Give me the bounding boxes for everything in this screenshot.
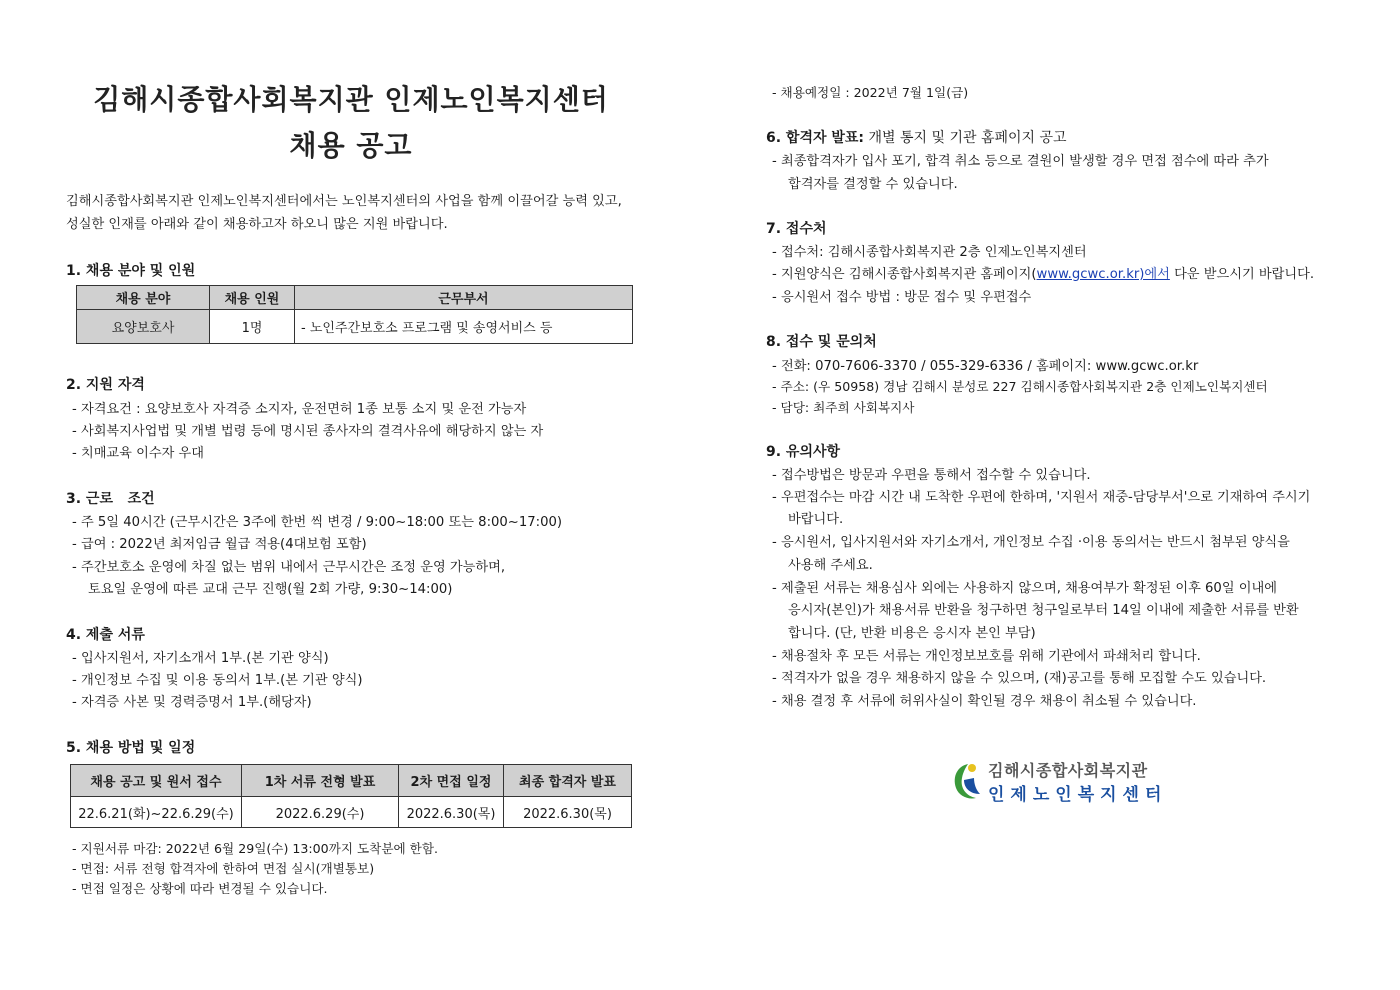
list-item: - 면접: 서류 전형 합격자에 한하여 면접 실시(개별통보) xyxy=(72,861,375,876)
list-item xyxy=(772,263,1314,282)
schedule-table xyxy=(70,764,632,828)
section-8-heading: 8. 접수 및 문의처 xyxy=(766,334,877,350)
list-item: - 주소: (우 50958) 경남 김해시 분성로 227 김해시종합사회복지관 2층 인제노인복지센터 xyxy=(772,379,1268,394)
section-3-heading: 3. 근로 조건 xyxy=(66,491,155,507)
table-cell: 2022.6.30(목) xyxy=(399,797,504,828)
center-logo xyxy=(950,756,1168,806)
table-header: 채용 인원 xyxy=(210,286,295,310)
section-2-heading: 2. 지원 자격 xyxy=(66,377,145,393)
section-6-heading-rest: 개별 통지 및 기관 홈페이지 공고 xyxy=(864,130,1067,146)
section-7-heading: 7. 접수처 xyxy=(766,221,827,237)
homepage-link[interactable]: www.gcwc.or.kr)에서 xyxy=(1036,267,1170,282)
list-item: - 최종합격자가 입사 포기, 합격 취소 등으로 결원이 발생할 경우 면접 점수에 따라 추가 xyxy=(772,154,1269,169)
list-item: 합니다. (단, 반환 비용은 응시자 본인 부담) xyxy=(788,626,1036,641)
list-item: 바랍니다. xyxy=(788,512,844,527)
section-6-heading-bold: 6. 합격자 발표: xyxy=(766,130,865,146)
list-item: - 자격증 사본 및 경력증명서 1부.(해당자) xyxy=(72,695,312,710)
list-item: - 자격요건 : 요양보호사 자격증 소지자, 운전면허 1종 보통 소지 및 운전 가능자 xyxy=(72,402,527,417)
list-item: - 응시원서, 입사지원서와 자기소개서, 개인정보 수집 ·이용 동의서는 반드시 첨부된 양식을 xyxy=(772,535,1290,550)
table-header: 채용 공고 및 원서 접수 xyxy=(71,765,242,797)
list-item: - 입사지원서, 자기소개서 1부.(본 기관 양식) xyxy=(72,651,329,666)
list-item: - 접수방법은 방문과 우편을 통해서 접수할 수 있습니다. xyxy=(772,468,1091,483)
list-item: 합격자를 결정할 수 있습니다. xyxy=(788,177,958,192)
table-cell: 22.6.21(화)~22.6.29(수) xyxy=(71,797,242,828)
logo-emblem-icon xyxy=(950,758,986,802)
list-item-text: 다운 받으시기 바랍니다. xyxy=(1169,267,1315,282)
list-item: - 지원서류 마감: 2022년 6월 29일(수) 13:00까지 도착분에 한함. xyxy=(72,841,439,856)
list-item: - 우편접수는 마감 시간 내 도착한 우편에 한하며, '지원서 재중-담당부서'으로 기재하여 주시기 xyxy=(772,490,1311,505)
intro-paragraph: 김해시종합사회복지관 인제노인복지센터에서는 노인복지센터의 사업을 함께 이끌어갈 능력 있고, 성실한 인재를 아래와 같이 채용하고자 하오니 많은 지원 바랍니다. xyxy=(66,194,622,232)
table-cell: 2022.6.30(목) xyxy=(504,797,632,828)
logo-center-name: 인제노인복지센터 xyxy=(988,785,1168,805)
list-item: - 개인정보 수집 및 이용 동의서 1부.(본 기관 양식) xyxy=(72,673,363,688)
list-item: 사용해 주세요. xyxy=(788,558,873,573)
start-date: - 채용예정일 : 2022년 7월 1일(금) xyxy=(772,85,969,100)
list-item: - 급여 : 2022년 최저임금 월급 적용(4대보험 포함) xyxy=(72,537,367,552)
section-4-heading: 4. 제출 서류 xyxy=(66,627,145,643)
table-cell: 2022.6.29(수) xyxy=(242,797,399,828)
table-header: 최종 합격자 발표 xyxy=(504,765,632,797)
page-subtitle: 채용 공고 xyxy=(289,129,413,162)
list-item: - 주 5일 40시간 (근무시간은 3주에 한번 씩 변경 / 9:00~18:00 또는 8:00~17:00) xyxy=(72,515,562,530)
list-item: - 전화: 070-7606-3370 / 055-329-6336 / 홈페이지: www.gcwc.or.kr xyxy=(772,359,1199,374)
section-1-heading: 1. 채용 분야 및 인원 xyxy=(66,263,196,279)
table-header: 1차 서류 전형 발표 xyxy=(242,765,399,797)
list-item: - 사회복지사업법 및 개별 법령 등에 명시된 종사자의 결격사유에 해당하지 않는 자 xyxy=(72,424,544,439)
list-item: - 응시원서 접수 방법 : 방문 접수 및 우편접수 xyxy=(772,290,1032,305)
list-item: 토요일 운영에 따른 교대 근무 진행(월 2회 가량, 9:30~14:00) xyxy=(88,582,453,597)
table-cell: - 노인주간보호소 프로그램 및 송영서비스 등 xyxy=(295,310,633,344)
section-6-heading xyxy=(766,127,1067,147)
page-title: 김해시종합사회복지관 인제노인복지센터 xyxy=(93,83,609,116)
list-item: - 채용 결정 후 서류에 허위사실이 확인될 경우 채용이 취소될 수 있습니다. xyxy=(772,694,1197,709)
list-item: - 제출된 서류는 채용심사 외에는 사용하지 않으며, 채용여부가 확정된 이후 60일 이내에 xyxy=(772,581,1277,596)
list-item: 응시자(본인)가 채용서류 반환을 청구하면 청구일로부터 14일 이내에 제출한 서류를 반환 xyxy=(788,603,1299,618)
list-item: - 면접 일정은 상황에 따라 변경될 수 있습니다. xyxy=(72,881,328,896)
table-cell: 1명 xyxy=(210,310,295,344)
section-9-heading: 9. 유의사항 xyxy=(766,444,841,460)
table-header: 근무부서 xyxy=(295,286,633,310)
table-cell: 요양보호사 xyxy=(77,310,210,344)
list-item: - 치매교육 이수자 우대 xyxy=(72,446,204,461)
list-item: - 채용절차 후 모든 서류는 개인정보보호를 위해 기관에서 파쇄처리 합니다. xyxy=(772,649,1201,664)
table-header: 채용 분야 xyxy=(77,286,210,310)
list-item: - 접수처: 김해시종합사회복지관 2층 인제노인복지센터 xyxy=(772,245,1087,260)
logo-org-name: 김해시종합사회복지관 xyxy=(988,761,1148,780)
table-header: 2차 면접 일정 xyxy=(399,765,504,797)
list-item: - 주간보호소 운영에 차질 없는 범위 내에서 근무시간은 조정 운영 가능하며, xyxy=(72,560,506,575)
list-item: - 담당: 최주희 사회복지사 xyxy=(772,400,915,415)
list-item-text: - 지원양식은 김해시종합사회복지관 홈페이지( xyxy=(772,267,1037,282)
list-item: - 적격자가 없을 경우 채용하지 않을 수 있으며, (재)공고를 통해 모집할 수도 있습니다. xyxy=(772,671,1267,686)
position-table xyxy=(76,285,633,344)
section-5-heading: 5. 채용 방법 및 일정 xyxy=(66,740,196,756)
